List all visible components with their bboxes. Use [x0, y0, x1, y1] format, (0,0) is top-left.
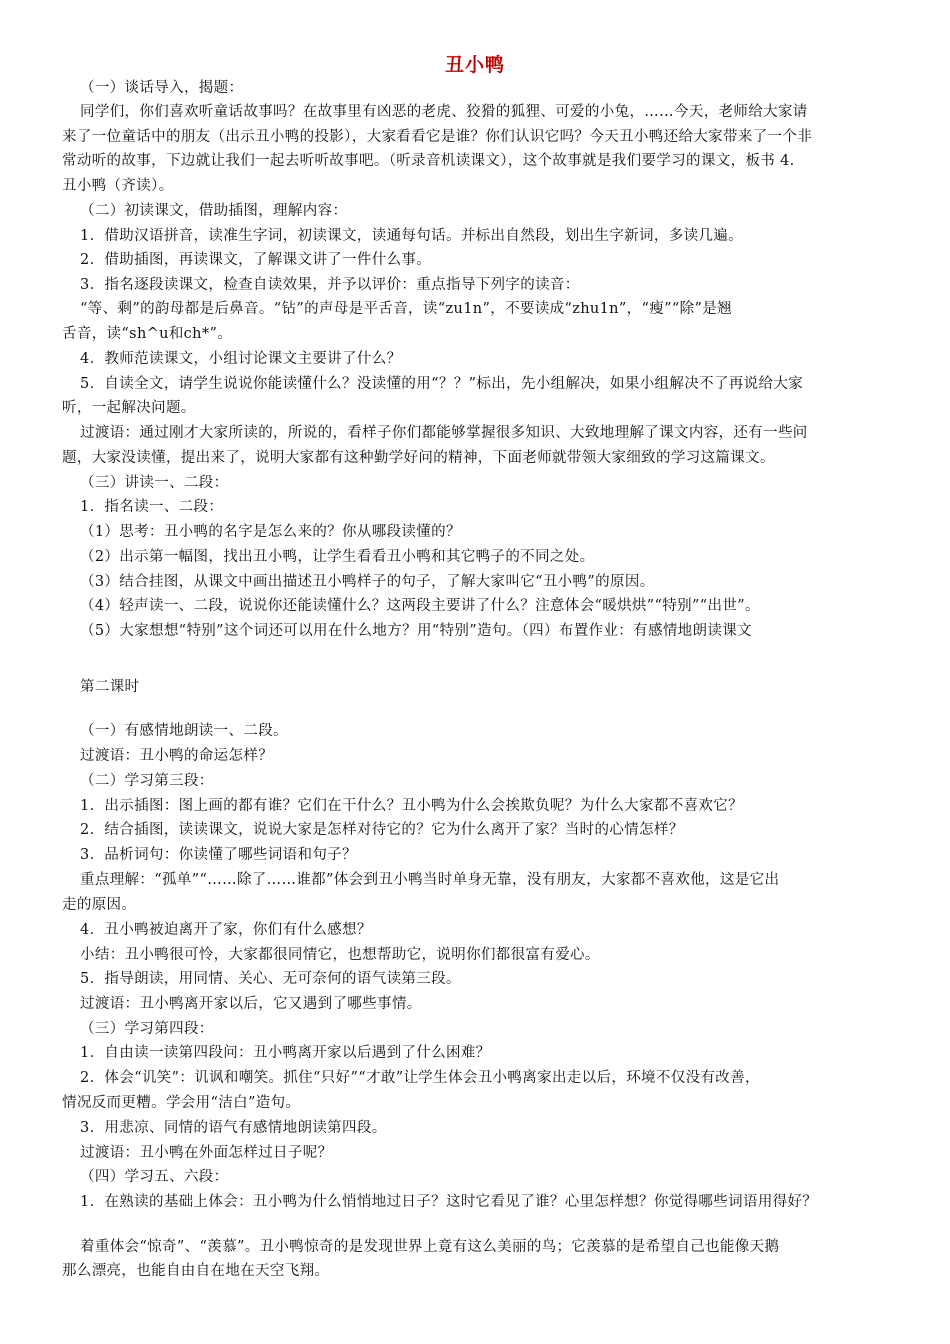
text-line: 2．体会“讥笑”：讥讽和嘲笑。抓住“只好”“才敢”让学生体会丑小鸭离家出走以后，环境不仅没有改善， [80, 1070, 760, 1086]
text-line: 5．指导朗读，用同情、关心、无可奈何的语气读第三段。 [80, 971, 461, 987]
text-line: 题，大家没读懂，提出来了，说明大家都有这种勤学好问的精神，下面老师就带领大家细致的学习这篇课文。 [62, 450, 775, 466]
text-line: （二）学习第三段： [80, 773, 214, 789]
text-line: （一）有感情地朗读一、二段。 [80, 723, 288, 739]
text-line: （4）轻声读一、二段，说说你还能读懂什么？这两段主要讲了什么？注意体会“暖烘烘”“特别”“出世”。 [80, 598, 760, 614]
text-line: 1．出示插图：图上画的都有谁？它们在干什么？丑小鸭为什么会挨欺负呢？为什么大家都不喜欢它？ [80, 798, 743, 814]
text-line: 小结：丑小鸭很可怜，大家都很同情它，也想帮助它，说明你们都很富有爱心。 [80, 947, 600, 963]
text-line: 4．教师范读课文，小组讨论课文主要讲了什么？ [80, 351, 402, 367]
text-line: 听，一起解决问题。 [62, 400, 196, 416]
text-line: 2．借助插图，再读课文，了解课文讲了一件什么事。 [80, 252, 432, 268]
text-line: 情况反而更糟。学会用“洁白”造句。 [62, 1095, 301, 1111]
text-line: 重点理解：“孤单”“……除了……谁都”体会到丑小鸭当时单身无靠，没有朋友，大家都不喜欢他，这是它出 [80, 872, 780, 888]
text-line: 过渡语：丑小鸭的命运怎样？ [80, 748, 274, 764]
text-line: 3．用悲凉、同情的语气有感情地朗读第四段。 [80, 1120, 387, 1136]
text-line: 丑小鸭（齐读）。 [62, 178, 174, 194]
text-line: 过渡语：通过刚才大家所读的，所说的，看样子你们都能够掌握很多知识、大致地理解了课文内容，还有一些问 [80, 425, 808, 441]
text-line: “等、剩”的韵母都是后鼻音。“钻”的声母是平舌音，读“zu1n”，不要读成“zhu1n”，“瘦”“除”是翘 [80, 301, 732, 317]
text-line: 1．指名读一、二段： [80, 499, 224, 515]
text-line: （二）初读课文，借助插图，理解内容： [80, 203, 348, 219]
text-line: （三）讲读一、二段： [80, 475, 229, 491]
text-line: 常动听的故事，下边就让我们一起去听听故事吧。（听录音机读课文），这个故事就是我们要学习的课文，板书 4. [62, 153, 795, 169]
section-heading: 第二课时 [80, 679, 140, 695]
text-line: 3．品析词句：你读懂了哪些词语和句子？ [80, 847, 357, 863]
text-line: 2．结合插图，读读课文，说说大家是怎样对待它的？它为什么离开了家？当时的心情怎样？ [80, 822, 684, 838]
text-line: （一）谈话导入，揭题： [80, 80, 244, 96]
text-line: （三）学习第四段： [80, 1021, 214, 1037]
text-line: 4．丑小鸭被迫离开了家，你们有什么感想？ [80, 922, 372, 938]
text-line: 5．自读全文，请学生说说你能读懂什么？没读懂的用“？？”标出，先小组解决，如果小组解决不了再说给大家 [80, 376, 804, 392]
text-line: （2）出示第一幅图，找出丑小鸭，让学生看看丑小鸭和其它鸭子的不同之处。 [80, 549, 595, 565]
text-line: 1．借助汉语拼音，读准生字词，初读课文，读通每句话。并标出自然段，划出生字新词，多读几遍。 [80, 228, 743, 244]
text-line: 来了一位童话中的朋友（出示丑小鸭的投影），大家看看它是谁？你们认识它吗？今天丑小鸭还给大家带来了一个非 [62, 129, 813, 145]
text-line: 过渡语：丑小鸭离开家以后，它又遇到了哪些事情。 [80, 996, 422, 1012]
text-line: （5）大家想想“特别”这个词还可以用在什么地方？用“特别”造句。（四）布置作业：有感情地朗读课文 [80, 623, 752, 639]
text-line: 走的原因。 [62, 897, 137, 913]
text-line: 过渡语：丑小鸭在外面怎样过日子呢？ [80, 1145, 333, 1161]
text-line: （1）思考：丑小鸭的名字是怎么来的？你从哪段读懂的？ [80, 524, 461, 540]
text-line: 1．自由读一读第四段问：丑小鸭离开家以后遇到了什么困难？ [80, 1045, 491, 1061]
text-line: 舌音，读“sh^u和ch*”。 [62, 326, 233, 342]
text-line: 那么漂亮，也能自由自在地在天空飞翔。 [62, 1263, 330, 1279]
text-line: 1．在熟读的基础上体会：丑小鸭为什么悄悄地过日子？这时它看见了谁？心里怎样想？你觉得哪些词语用得好？ [80, 1194, 818, 1210]
text-line: （四）学习五、六段： [80, 1169, 229, 1185]
text-line: 着重体会“惊奇”、“羡慕”。丑小鸭惊奇的是发现世界上竟有这么美丽的鸟；它羡慕的是希望自己也能像天鹅 [80, 1239, 780, 1255]
text-line: 3．指名逐段读课文，检查自读效果，并予以评价：重点指导下列字的读音： [80, 277, 580, 293]
text-line: （3）结合挂图，从课文中画出描述丑小鸭样子的句子，了解大家叫它“丑小鸭”的原因。 [80, 574, 655, 590]
text-line: 同学们，你们喜欢听童话故事吗？在故事里有凶恶的老虎、狡猾的狐狸、可爱的小兔，……今天，老师给大家请 [80, 104, 808, 120]
document-title: 丑小鸭 [444, 54, 505, 76]
